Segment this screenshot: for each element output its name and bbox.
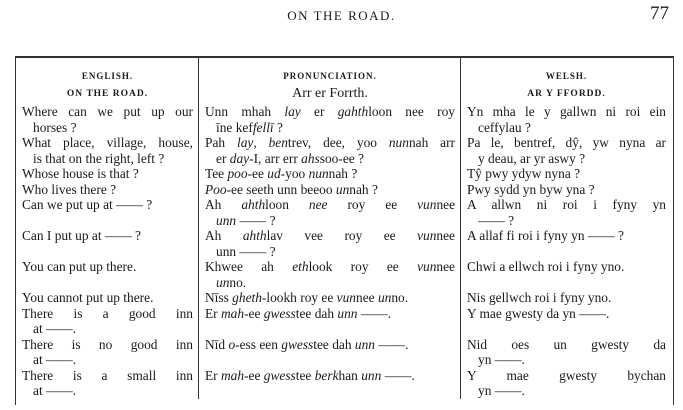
syllable-text: -I, arr err	[249, 150, 302, 166]
syllable-text: nee	[436, 259, 455, 274]
phrase-table	[15, 56, 674, 405]
syllable-text: Pah	[205, 135, 237, 150]
welsh-line: y deau, ar yr aswy ?	[478, 150, 586, 166]
pronunciation-cell	[198, 337, 460, 368]
english-subtitle: ON THE ROAD.	[66, 89, 149, 99]
welsh-cell	[460, 306, 671, 337]
welsh-cell	[460, 290, 671, 306]
welsh-cell	[460, 337, 671, 368]
page-number: 77	[650, 3, 669, 24]
pronunciation-text	[216, 213, 276, 228]
pronunciation-line	[205, 182, 455, 198]
syllable-text: loon nee roy	[368, 104, 455, 119]
stressed-syllable: ben	[268, 135, 288, 150]
syllable-text: ?	[273, 119, 283, 135]
syllable-text: loon	[265, 197, 309, 212]
pronunciation-text	[205, 290, 408, 305]
stressed-syllable: gahth	[337, 104, 369, 119]
english-cell	[16, 337, 198, 368]
pronunciation-line	[205, 104, 455, 120]
english-line: Whose house is that ?	[22, 166, 139, 181]
pronunciation-line	[205, 290, 455, 306]
pronunciation-line	[205, 197, 455, 213]
pronunciation-text	[205, 306, 391, 321]
syllable-text: unn —— ?	[216, 243, 276, 259]
pronunciation-text	[205, 368, 415, 383]
syllable-text: nah ?	[328, 166, 358, 181]
stressed-syllable: gheth	[232, 290, 262, 305]
english-line: You can put up there.	[22, 259, 137, 274]
welsh-cell	[460, 104, 671, 135]
stressed-syllable: vun	[417, 228, 437, 243]
stressed-syllable: unn	[361, 367, 382, 383]
syllable-text: nee	[436, 197, 456, 212]
welsh-line: Y mae gwesty da yn ——.	[467, 305, 610, 321]
stressed-syllable: berk	[314, 367, 339, 383]
syllable-text: —— ?	[236, 212, 276, 228]
stressed-syllable: nee	[308, 197, 328, 212]
stressed-syllable: vun	[336, 290, 357, 305]
syllable-text: Nīss	[205, 290, 233, 305]
pronunciation-line	[205, 306, 455, 322]
stressed-syllable: gwess	[281, 336, 314, 352]
pronunciation-text	[205, 337, 408, 352]
pronunciation-heading: PRONUNCIATION.	[198, 58, 460, 82]
syllable-text: trev, dee, yoo	[287, 135, 389, 150]
stressed-syllable: poo	[227, 166, 248, 181]
stressed-syllable: mah	[221, 367, 245, 383]
english-line: is that on the right, left ?	[33, 150, 165, 166]
syllable-text: tee	[295, 367, 315, 383]
stressed-syllable: gwess	[263, 367, 296, 383]
english-line: There is a good inn	[22, 305, 193, 321]
english-cell	[16, 182, 198, 198]
english-line: horses ?	[33, 119, 77, 135]
stressed-syllable: gwess	[263, 305, 296, 321]
welsh-cell	[460, 166, 671, 182]
welsh-line: Chwi a ellwch roi i fyny yno.	[467, 259, 625, 274]
syllable-text: han	[338, 367, 362, 383]
welsh-line: Pwy sydd yn byw yna ?	[467, 181, 595, 197]
welsh-line: ceffylau ?	[478, 119, 531, 135]
syllable-text: look roy ee	[308, 259, 418, 274]
stressed-syllable: vun	[417, 259, 437, 274]
welsh-line: A allwn ni roi i fyny yn	[467, 197, 666, 212]
stressed-syllable: unn	[354, 336, 375, 352]
welsh-line: yn ——.	[478, 383, 525, 398]
pronunciation-line	[205, 368, 455, 384]
english-cell	[16, 135, 198, 166]
english-cell	[16, 368, 198, 399]
syllable-text: Nīd	[205, 336, 229, 352]
syllable-text: -ee seeth unn beeoo	[226, 181, 336, 197]
pronunciation-line	[205, 166, 455, 182]
pronunciation-cell	[198, 166, 460, 182]
pronunciation-line	[205, 275, 455, 291]
pronunciation-cell	[198, 104, 460, 135]
syllable-text: Ah	[205, 197, 242, 212]
syllable-text: ——.	[381, 367, 415, 383]
pronunciation-cell	[198, 197, 460, 228]
welsh-subtitle: AR Y FFORDD.	[460, 82, 671, 104]
pronunciation-text	[216, 120, 283, 135]
running-head: ON THE ROAD.	[287, 8, 396, 23]
stressed-syllable: fellī	[252, 119, 274, 135]
stressed-syllable: nun	[308, 166, 329, 181]
pronunciation-text	[216, 244, 276, 259]
syllable-text: ,	[253, 135, 269, 150]
stressed-syllable: ud	[267, 166, 281, 181]
welsh-heading: WELSH.	[460, 58, 671, 82]
pronunciation-cell	[198, 290, 460, 306]
syllable-text: Ah	[205, 228, 243, 243]
english-line: You cannot put up there.	[22, 290, 154, 305]
syllable-text: soo-ee ?	[319, 150, 365, 166]
syllable-text: ——.	[374, 336, 409, 352]
english-cell	[16, 228, 198, 259]
stressed-syllable: mah	[221, 305, 245, 321]
pronunciation-line	[205, 244, 455, 260]
syllable-text: Er	[205, 305, 221, 321]
english-line: There is no good inn	[22, 336, 193, 352]
english-heading: ENGLISH.	[81, 71, 134, 81]
pronunciation-cell	[198, 228, 460, 259]
stressed-syllable: ahth	[241, 197, 266, 212]
pronunciation-text	[216, 275, 246, 290]
pronunciation-cell	[198, 368, 460, 399]
syllable-text: nah arr	[408, 135, 456, 150]
pronunciation-line	[205, 151, 455, 167]
syllable-text: -lookh roy ee	[261, 290, 337, 305]
syllable-text: ——.	[357, 305, 391, 321]
pronunciation-text	[205, 228, 455, 243]
syllable-text: no.	[229, 274, 247, 290]
english-line: What place, village, house,	[22, 135, 193, 150]
english-line: at ——.	[33, 321, 77, 336]
pronunciation-cell	[198, 306, 460, 337]
syllable-text: no.	[391, 290, 409, 305]
syllable-text: -yoo	[280, 166, 309, 181]
stressed-syllable: nun	[388, 135, 409, 150]
syllable-text: -ess een	[235, 336, 282, 352]
stressed-syllable: o	[228, 336, 236, 352]
syllable-text: Khwee ah	[205, 259, 293, 274]
welsh-line: yn ——.	[478, 352, 525, 367]
english-cell	[16, 197, 198, 228]
stressed-syllable: eth	[292, 259, 309, 274]
welsh-line: Tŷ pwy ydyw nyna ?	[467, 166, 581, 181]
pronunciation-text	[205, 104, 455, 119]
english-line: Can we put up at —— ?	[22, 197, 153, 212]
welsh-cell	[460, 197, 671, 228]
syllable-text: lav vee roy ee	[266, 228, 418, 243]
syllable-text: nee	[356, 290, 378, 305]
welsh-line: Pa le, bentref, dŷ, yw nyna ar	[467, 135, 666, 150]
stressed-syllable: un	[335, 181, 350, 197]
pronunciation-line	[205, 337, 455, 353]
syllable-text: -ee	[247, 166, 268, 181]
pronunciation-line	[205, 120, 455, 136]
stressed-syllable: ahth	[242, 228, 267, 243]
pronunciation-cell	[198, 135, 460, 166]
pronunciation-text	[205, 166, 357, 181]
syllable-text: Unn mhah	[205, 104, 285, 119]
stressed-syllable: un	[377, 290, 392, 305]
welsh-cell	[460, 368, 671, 399]
welsh-cell	[460, 259, 671, 290]
welsh-line: Yn mha le y gallwn ni roi ein	[467, 104, 666, 119]
english-cell	[16, 306, 198, 337]
welsh-cell	[460, 228, 671, 259]
syllable-text: er	[216, 150, 230, 166]
pronunciation-text	[205, 197, 455, 212]
english-line: There is a small inn	[22, 367, 193, 383]
english-cell	[16, 259, 198, 290]
syllable-text: roy ee	[327, 197, 418, 212]
pronunciation-text	[216, 151, 364, 166]
english-cell	[16, 104, 198, 135]
syllable-text: nah ?	[349, 181, 378, 197]
pronunciation-cell	[198, 182, 460, 198]
syllable-text: tee dah	[313, 336, 355, 352]
welsh-line: A allaf fi roi i fyny yn —— ?	[467, 228, 624, 243]
english-line: at ——.	[33, 352, 77, 367]
syllable-text: er	[300, 104, 338, 119]
stressed-syllable: un	[216, 274, 230, 290]
syllable-text: tee dah	[295, 305, 338, 321]
syllable-text: Er	[205, 367, 221, 383]
syllable-text: nee	[436, 228, 455, 243]
pronunciation-line	[205, 135, 455, 151]
pronunciation-line	[205, 213, 455, 229]
welsh-line: —— ?	[478, 212, 515, 228]
english-cell	[16, 290, 198, 306]
syllable-text: īne kef	[216, 119, 253, 135]
english-line: Who lives there ?	[22, 181, 117, 197]
english-line: Can I put up at —— ?	[22, 228, 142, 243]
stressed-syllable: unn	[337, 305, 358, 321]
welsh-line: Nid oes un gwesty da	[467, 336, 666, 352]
stressed-syllable: Poo	[205, 181, 227, 197]
pronunciation-line	[205, 259, 455, 275]
stressed-syllable: unn	[216, 212, 237, 228]
syllable-text: -ee	[244, 305, 264, 321]
pronunciation-line	[205, 228, 455, 244]
pronunciation-text	[205, 182, 378, 197]
english-line: Where can we put up our	[22, 104, 193, 119]
pronunciation-text	[205, 259, 455, 274]
welsh-cell	[460, 135, 671, 166]
english-line: at ——.	[33, 383, 77, 398]
welsh-line: Y mae gwesty bychan	[467, 367, 666, 383]
stressed-syllable: ahs	[301, 150, 320, 166]
pronunciation-text	[205, 135, 455, 150]
syllable-text: -ee	[244, 367, 264, 383]
welsh-line: Nis gellwch roi i fyny yno.	[467, 290, 612, 305]
stressed-syllable: vun	[417, 197, 437, 212]
stressed-syllable: lay	[236, 135, 254, 150]
syllable-text: Tee	[205, 166, 228, 181]
english-cell	[16, 166, 198, 182]
stressed-syllable: lay	[284, 104, 301, 119]
pronunciation-cell	[198, 259, 460, 290]
stressed-syllable: day	[229, 150, 250, 166]
welsh-cell	[460, 182, 671, 198]
pronunciation-subtitle: Arr er Forrth.	[198, 82, 460, 104]
